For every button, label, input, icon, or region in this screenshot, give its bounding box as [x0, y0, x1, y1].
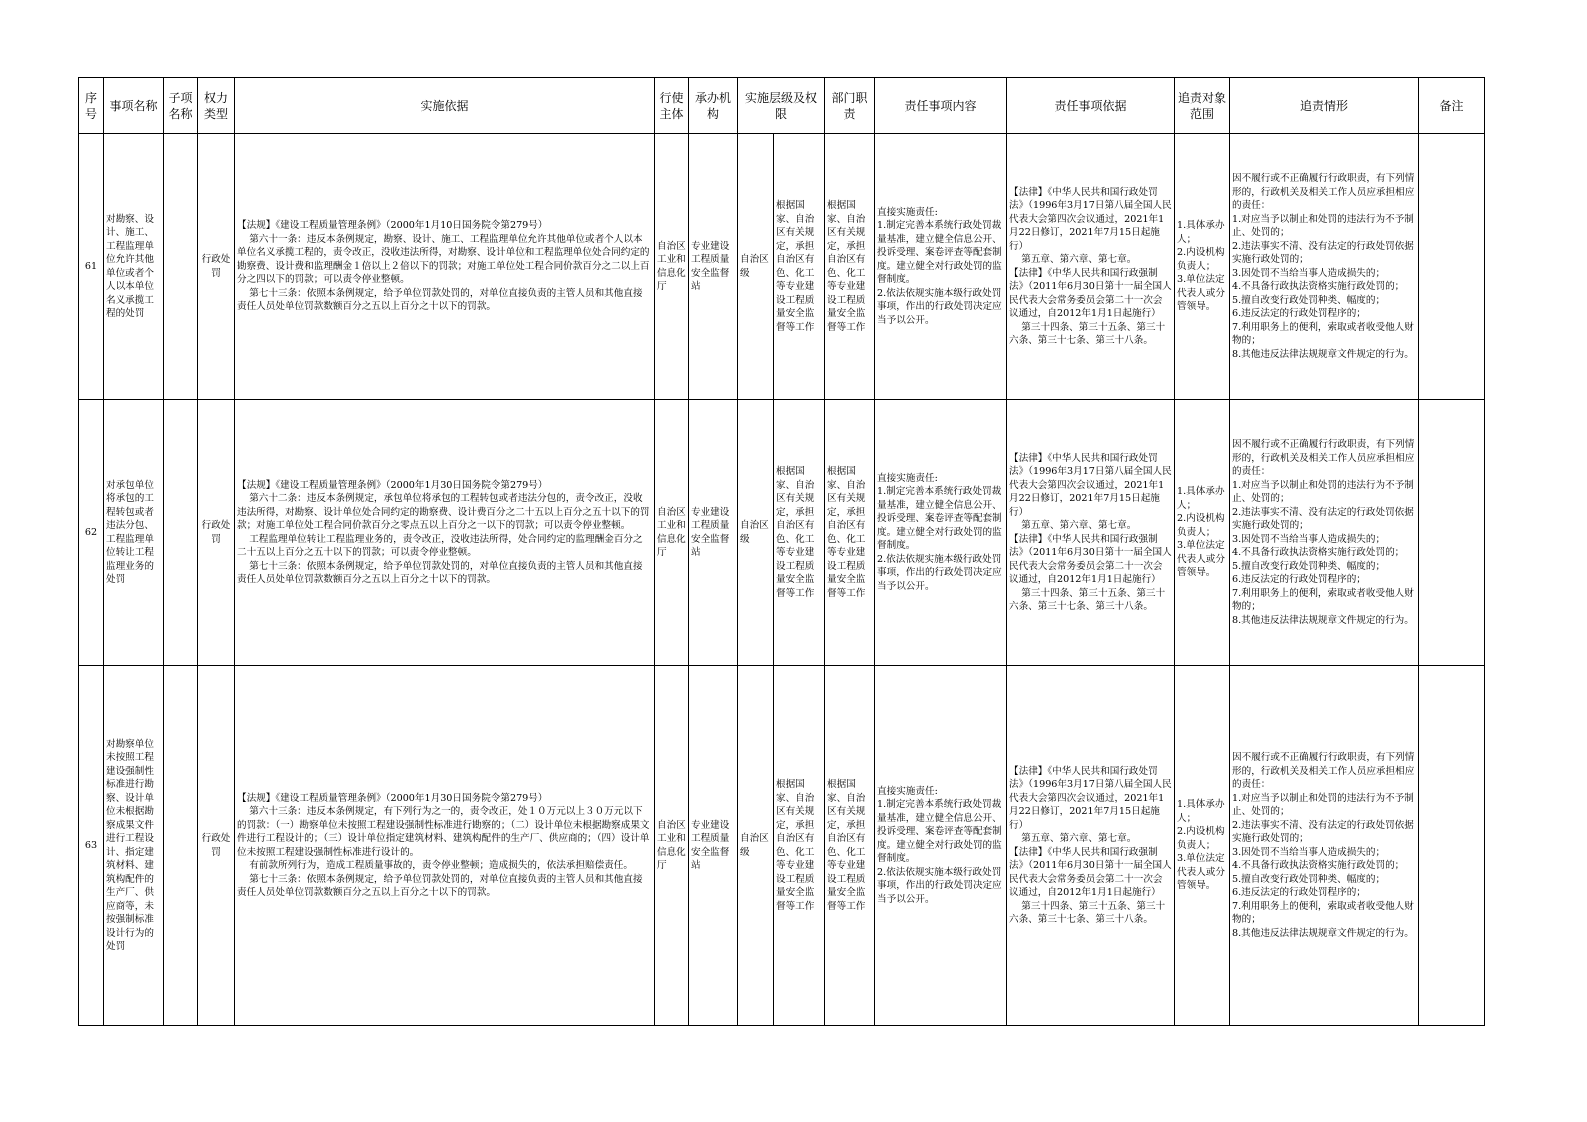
cell-type: 行政处罚 — [198, 666, 235, 1026]
cell-circ: 因不履行或不正确履行行政职责，有下列情形的，行政机关及相关工作人员应承担相应的责任： 1.对应当予以制止和处罚的违法行为不予制止、处罚的； 2.违法事实不清、没有法定的行政处罚依据实施行政处罚的； 3.因处罚不当给当事人造成损失的； 4.不具备行政执法资格实施行政处罚的； 5.擅自改变行政处罚种类、幅度的； 6.违反法定的行政处罚程序的； 7.利用职务上的便利，索取或者收受他人财物的； 8.其他违反法律法规规章文件规定的行为。 — [1230, 666, 1419, 1026]
cell-basis: 【法规】《建设工程质量管理条例》（2000年1月30日国务院令第279号） 第六十二条：违反本条例规定，承包单位将承包的工程转包或者违法分包的，责令改正，没收违法所得，对勘察、设计单位处合同约定的勘察费、设计费百分之二十五以上百分之五十以下的罚款；对施工单位处工程合同价款百分之零点五以上百分之一以下的罚款；可以责令停业整顿。 工程监理单位转让工程监理业务的，责令改正，没收违法所得，处合同约定的监理酬金百分之二十五以上百分之五十以下的罚款；可以责令停业整顿。 第七十三条：依照本条例规定，给予单位罚款处罚的，对单位直接负责的主管人员和其他直接责任人员处单位罚款数额百分之五以上百分之十以下的罚款。 — [235, 400, 655, 666]
header-subject: 行使主体 — [655, 78, 689, 134]
cell-sub — [164, 666, 198, 1026]
cell-note — [1419, 666, 1485, 1026]
cell-seq: 61 — [79, 134, 104, 400]
header-basis: 实施依据 — [235, 78, 655, 134]
cell-agency: 专业建设工程质量安全监督站 — [689, 666, 738, 1026]
header-agency: 承办机构 — [689, 78, 738, 134]
cell-level: 自治区级 — [738, 666, 774, 1026]
cell-sub — [164, 134, 198, 400]
header-level: 实施层级及权限 — [738, 78, 825, 134]
header-sub: 子项名称 — [164, 78, 198, 134]
cell-agency: 专业建设工程质量安全监督站 — [689, 134, 738, 400]
cell-resp: 直接实施责任: 1.制定完善本系统行政处罚裁量基准，建立健全信息公开、投诉受理、案卷评查等配套制度。建立健全对行政处罚的监督制度。 2.依法依规实施本级行政处罚事项，作出的行政处罚决定应当予以公开。 — [875, 134, 1007, 400]
cell-type: 行政处罚 — [198, 134, 235, 400]
cell-seq: 63 — [79, 666, 104, 1026]
cell-resp-basis: 【法律】《中华人民共和国行政处罚法》（1996年3月17日第八届全国人民代表大会第四次会议通过，2021年1月22日修订，2021年7月15日起施行） 第五章、第六章、第七章。 【法律】《中华人民共和国行政强制法》（2011年6月30日第十一届全国人民代表大会常务委员会第二十一次会议通过，自2012年1月1日起施行） 第三十四条、第三十五条、第三十六条、第三十七条、第三十八条。 — [1007, 666, 1175, 1026]
cell-agency: 专业建设工程质量安全监督站 — [689, 400, 738, 666]
header-name: 事项名称 — [104, 78, 164, 134]
cell-note — [1419, 134, 1485, 400]
document-page — [78, 77, 1484, 1026]
cell-level-right: 根据国家、自治区有关规定，承担自治区有色、化工等专业建设工程质量安全监督等工作 — [774, 400, 825, 666]
header-resp: 责任事项内容 — [875, 78, 1007, 134]
cell-resp: 直接实施责任: 1.制定完善本系统行政处罚裁量基准，建立健全信息公开、投诉受理、案卷评查等配套制度。建立健全对行政处罚的监督制度。 2.依法依规实施本级行政处罚事项，作出的行政处罚决定应当予以公开。 — [875, 400, 1007, 666]
header-type: 权力类型 — [198, 78, 235, 134]
cell-subject: 自治区工业和信息化厅 — [655, 134, 689, 400]
cell-note — [1419, 400, 1485, 666]
cell-level-right: 根据国家、自治区有关规定，承担自治区有色、化工等专业建设工程质量安全监督等工作 — [774, 666, 825, 1026]
header-note: 备注 — [1419, 78, 1485, 134]
cell-basis: 【法规】《建设工程质量管理条例》（2000年1月30日国务院令第279号） 第六十三条：违反本条例规定，有下列行为之一的，责令改正，处１０万元以上３０万元以下的罚款：（一）勘察单位未按照工程建设强制性标准进行勘察的；（二）设计单位未根据勘察成果文件进行工程设计的；（三）设计单位指定建筑材料、建筑构配件的生产厂、供应商的；（四）设计单位未按照工程建设强制性标准进行设计的。 有前款所列行为，造成工程质量事故的，责令停业整顿；造成损失的，依法承担赔偿责任。 第七十三条：依照本条例规定，给予单位罚款处罚的，对单位直接负责的主管人员和其他直接责任人员处单位罚款数额百分之五以上百分之十以下的罚款。 — [235, 666, 655, 1026]
cell-duty: 根据国家、自治区有关规定，承担自治区有色、化工等专业建设工程质量安全监督等工作 — [825, 666, 875, 1026]
cell-name: 对勘察单位未按照工程建设强制性标准进行勘察、设计单位未根据勘察成果文件进行工程设计、指定建筑材料、建筑构配件的生产厂、供应商等，未按强制标准设计行为的处罚 — [104, 666, 164, 1026]
table-row — [79, 666, 1485, 1026]
header-resp-basis: 责任事项依据 — [1007, 78, 1175, 134]
cell-duty: 根据国家、自治区有关规定，承担自治区有色、化工等专业建设工程质量安全监督等工作 — [825, 134, 875, 400]
cell-level-right: 根据国家、自治区有关规定，承担自治区有色、化工等专业建设工程质量安全监督等工作 — [774, 134, 825, 400]
table-row — [79, 400, 1485, 666]
cell-resp-basis: 【法律】《中华人民共和国行政处罚法》（1996年3月17日第八届全国人民代表大会第四次会议通过，2021年1月22日修订，2021年7月15日起施行） 第五章、第六章、第七章。 【法律】《中华人民共和国行政强制法》（2011年6月30日第十一届全国人民代表大会常务委员会第二十一次会议通过，自2012年1月1日起施行） 第三十四条、第三十五条、第三十六条、第三十七条、第三十八条。 — [1007, 134, 1175, 400]
cell-type: 行政处罚 — [198, 400, 235, 666]
cell-name: 对勘察、设计、施工、工程监理单位允许其他单位或者个人以本单位名义承揽工程的处罚 — [104, 134, 164, 400]
cell-scope: 1.具体承办人； 2.内设机构负责人； 3.单位法定代表人或分管领导。 — [1175, 134, 1230, 400]
cell-name: 对承包单位将承包的工程转包或者违法分包、工程监理单位转让工程监理业务的处罚 — [104, 400, 164, 666]
cell-scope: 1.具体承办人； 2.内设机构负责人； 3.单位法定代表人或分管领导。 — [1175, 400, 1230, 666]
cell-scope: 1.具体承办人； 2.内设机构负责人； 3.单位法定代表人或分管领导。 — [1175, 666, 1230, 1026]
header-seq: 序号 — [79, 78, 104, 134]
cell-seq: 62 — [79, 400, 104, 666]
cell-subject: 自治区工业和信息化厅 — [655, 400, 689, 666]
header-duty: 部门职责 — [825, 78, 875, 134]
header-row — [79, 78, 1485, 134]
cell-subject: 自治区工业和信息化厅 — [655, 666, 689, 1026]
cell-sub — [164, 400, 198, 666]
cell-circ: 因不履行或不正确履行行政职责，有下列情形的，行政机关及相关工作人员应承担相应的责任： 1.对应当予以制止和处罚的违法行为不予制止、处罚的； 2.违法事实不清、没有法定的行政处罚依据实施行政处罚的； 3.因处罚不当给当事人造成损失的； 4.不具备行政执法资格实施行政处罚的； 5.擅自改变行政处罚种类、幅度的； 6.违反法定的行政处罚程序的； 7.利用职务上的便利，索取或者收受他人财物的； 8.其他违反法律法规规章文件规定的行为。 — [1230, 134, 1419, 400]
header-scope: 追责对象范围 — [1175, 78, 1230, 134]
cell-resp: 直接实施责任: 1.制定完善本系统行政处罚裁量基准，建立健全信息公开、投诉受理、案卷评查等配套制度。建立健全对行政处罚的监督制度。 2.依法依规实施本级行政处罚事项，作出的行政处罚决定应当予以公开。 — [875, 666, 1007, 1026]
cell-basis: 【法规】《建设工程质量管理条例》（2000年1月10日国务院令第279号） 第六十一条：违反本条例规定，勘察、设计、施工、工程监理单位允许其他单位或者个人以本单位名义承揽工程的，责令改正，没收违法所得，对勘察、设计单位和工程监理单位处合同约定的勘察费、设计费和监理酬金１倍以上２倍以下的罚款；对施工单位处工程合同价款百分之二以上百分之四以下的罚款；可以责令停业整顿。 第七十三条：依照本条例规定，给予单位罚款处罚的，对单位直接负责的主管人员和其他直接责任人员处单位罚款数额百分之五以上百分之十以下的罚款。 — [235, 134, 655, 400]
header-circ: 追责情形 — [1230, 78, 1419, 134]
cell-level: 自治区级 — [738, 134, 774, 400]
cell-duty: 根据国家、自治区有关规定，承担自治区有色、化工等专业建设工程质量安全监督等工作 — [825, 400, 875, 666]
table-row — [79, 134, 1485, 400]
power-list-table — [78, 77, 1485, 1026]
cell-resp-basis: 【法律】《中华人民共和国行政处罚法》（1996年3月17日第八届全国人民代表大会第四次会议通过，2021年1月22日修订，2021年7月15日起施行） 第五章、第六章、第七章。 【法律】《中华人民共和国行政强制法》（2011年6月30日第十一届全国人民代表大会常务委员会第二十一次会议通过，自2012年1月1日起施行） 第三十四条、第三十五条、第三十六条、第三十七条、第三十八条。 — [1007, 400, 1175, 666]
cell-circ: 因不履行或不正确履行行政职责，有下列情形的，行政机关及相关工作人员应承担相应的责任： 1.对应当予以制止和处罚的违法行为不予制止、处罚的； 2.违法事实不清、没有法定的行政处罚依据实施行政处罚的； 3.因处罚不当给当事人造成损失的； 4.不具备行政执法资格实施行政处罚的； 5.擅自改变行政处罚种类、幅度的； 6.违反法定的行政处罚程序的； 7.利用职务上的便利，索取或者收受他人财物的； 8.其他违反法律法规规章文件规定的行为。 — [1230, 400, 1419, 666]
cell-level: 自治区级 — [738, 400, 774, 666]
